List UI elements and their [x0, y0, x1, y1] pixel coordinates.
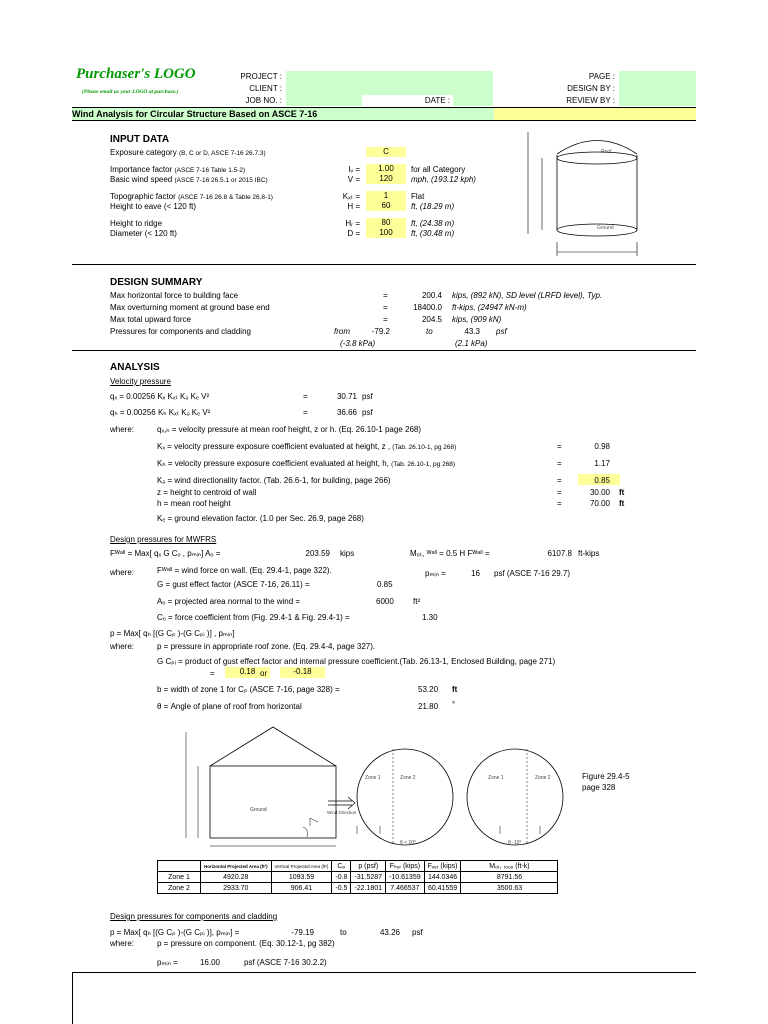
client-label: CLIENT :: [249, 84, 282, 93]
exposure-input[interactable]: C: [366, 147, 406, 157]
def-kz-text: Kₓ = velocity pressure exposure coefficient evaluated at height, z ,: [157, 442, 391, 451]
eave-note: (< 120 ft): [163, 202, 197, 211]
summary-row-1-eq: =: [383, 303, 388, 312]
importance-note: (ASCE 7-16 Table 1.5-2): [174, 167, 246, 174]
pmin-label: pₘᵢₙ =: [425, 569, 446, 578]
cc-where: where:: [110, 939, 135, 948]
diam-unit: ft, (30.48 m): [411, 229, 455, 238]
col-header: p (psf): [351, 861, 386, 872]
diam-label: Diameter: [110, 229, 143, 238]
def-kh-note: (Tab. 26.10-1, pg 268): [391, 461, 456, 468]
topo-input[interactable]: 1: [366, 191, 406, 201]
wind-symbol: V =: [347, 175, 360, 184]
topo-label: Topographic factor: [110, 192, 176, 201]
fig-left-zone1: Zone 1: [365, 775, 381, 781]
col-header: Fₕₒᵣ (kips): [386, 861, 425, 872]
wind-unit: mph, (193.12 kph): [411, 175, 476, 184]
summary-row-0-eq: =: [383, 291, 388, 300]
b-unit: ft: [452, 685, 458, 694]
af-value: 6000: [376, 597, 394, 606]
fig-ground-label: Ground: [250, 807, 267, 813]
pcc-min-kpa: (-3.8 kPa): [340, 339, 376, 348]
fig-theta-right: θ ·10°: [508, 840, 522, 846]
pcc-label: Pressures for components and cladding: [110, 327, 251, 336]
importance-row: [110, 165, 245, 174]
p-def: p = pressure in appropriate roof zone. (Eq. 29.4-4, page 327).: [157, 642, 376, 651]
col-header: Vertical Projected Area (ft²): [271, 861, 332, 872]
divider-2: [72, 350, 696, 351]
table-row: [158, 872, 558, 883]
fwall-def: Fᵂᵃˡˡ = wind force on wall. (Eq. 29.4-1, page 322).: [157, 566, 332, 575]
summary-row-0-unit: kips, (892 kN), SD level (LRFD level), Typ.: [452, 291, 603, 300]
mot-value: 6107.8: [547, 549, 572, 558]
diam-row: [110, 229, 177, 238]
gcpi-equals: =: [210, 669, 215, 678]
def-h-value: 70.00: [589, 499, 610, 508]
def-kh: [157, 459, 455, 468]
mot-unit: ft-kips: [578, 549, 600, 558]
cc-pmin-unit: psf (ASCE 7-16 30.2.2): [244, 958, 327, 967]
summary-heading: DESIGN SUMMARY: [110, 277, 203, 288]
def-kz-note: (Tab. 26.10-1, pg 268): [392, 444, 457, 451]
def-h-unit: ft: [619, 499, 625, 508]
theta-def: θ = Angle of plane of roof from horizontal: [157, 702, 302, 711]
cc-heading: Design pressures for components and cladding: [110, 912, 278, 921]
logo-note: (Please email us your LOGO at purchase.): [82, 89, 179, 95]
cc-p-max: 43.26: [379, 928, 400, 937]
fig-wind-direction: Wind Direction: [327, 810, 357, 815]
page-label: PAGE :: [588, 72, 615, 81]
p-equation: p = Max[ qₕ [(G Cₚ )-(G Cₚᵢ )] , pₘᵢₙ]: [110, 629, 235, 638]
zone-table-header: [158, 861, 558, 872]
cc-p-equation: p = Max[ qₕ [(G Cₚ )-(G Cₚᵢ )], pₘᵢₙ] =: [110, 928, 240, 937]
tank-ground-label: Ground: [597, 225, 614, 231]
qh-equals: =: [303, 408, 308, 417]
summary-row-0-value: 200.4: [421, 291, 442, 300]
cc-pmin-label: pₘᵢₙ =: [157, 958, 178, 967]
pmin-unit: psf (ASCE 7-16 29.7): [494, 569, 571, 578]
pcc-max-kpa: (2.1 kPa): [455, 339, 488, 348]
fig-left-zone2: Zone 2: [400, 775, 416, 781]
theta-value: 21.80: [418, 702, 439, 711]
importance-input[interactable]: 1.00: [366, 164, 406, 174]
summary-row-2-unit: kips, (909 kN): [452, 315, 502, 324]
cf-value: 1.30: [422, 613, 438, 622]
mwfrs-where-2: where:: [110, 642, 135, 651]
qz-equation: qₓ = 0.00256 Kₓ Kₓₜ Kₔ Kₑ V²: [110, 392, 210, 401]
analysis-heading: ANALYSIS: [110, 362, 160, 373]
mot-equation: Mₒₜ, ᵂᵃˡˡ = 0.5 H Fᵂᵃˡˡ =: [410, 549, 490, 558]
fwall-unit: kips: [340, 549, 355, 558]
cell: 1093.59: [271, 872, 332, 883]
col-header: [158, 861, 201, 872]
figure-caption-1: Figure 29.4-5: [582, 772, 630, 781]
col-header: Fᵥₑᵣ (kips): [424, 861, 461, 872]
col-header: Horizontal Projected Area (ft²): [201, 861, 272, 872]
gcpi-def: G Cₚᵢ = product of gust effect factor and internal pressure coefficient.(Tab. 26.13-1, Enclosed Building, page 271): [157, 657, 556, 666]
pcc-to: to: [426, 327, 433, 336]
cell: 7.466537: [386, 883, 425, 894]
gcpi-input-b[interactable]: -0.18: [280, 667, 325, 678]
project-label: PROJECT :: [240, 72, 282, 81]
def-kd-value: 0.85: [594, 476, 610, 485]
cell: -22.1801: [351, 883, 386, 894]
cell: 3500.63: [461, 883, 558, 894]
cf-def: Cₒ = force coefficient from (Fig. 29.4-1 & Fig. 29.4-1) =: [157, 613, 350, 622]
qh-equation: qₕ = 0.00256 Kₕ Kₓₜ Kₔ Kₑ V²: [110, 408, 211, 417]
col-header: Cₚ: [332, 861, 351, 872]
qz-value: 30.71: [336, 392, 357, 401]
pcc-max: 43.3: [464, 327, 480, 336]
summary-row-1-label: Max overturning moment at ground base end: [110, 303, 270, 312]
fig-right-zone2: Zone 2: [535, 775, 551, 781]
job-no-field[interactable]: [286, 95, 362, 106]
input-heading: INPUT DATA: [110, 134, 170, 145]
pcc-unit: psf: [496, 327, 507, 336]
ridge-label: Height to ridge: [110, 219, 163, 228]
cell: -0.5: [332, 883, 351, 894]
eave-symbol: H =: [347, 202, 360, 211]
tank-roof-label: Roof: [601, 149, 612, 155]
cell: -10.61359: [386, 872, 425, 883]
g-def: G = gust effect factor (ASCE 7-16, 26.11) =: [157, 580, 310, 589]
af-unit: ft²: [413, 597, 421, 606]
def-ke-text: Kₑ = ground elevation factor. (1.0 per Sec. 26.9, page 268): [157, 514, 364, 523]
qh-unit: psf: [362, 408, 373, 417]
page-title: Wind Analysis for Circular Structure Based on ASCE 7-16: [72, 108, 361, 120]
summary-row-0-label: Max horizontal force to building face: [110, 291, 239, 300]
left-border: [72, 972, 73, 1024]
exposure-label: Exposure category: [110, 148, 177, 157]
figure-caption-2: page 328: [582, 783, 616, 792]
zone-table: [157, 860, 558, 894]
date-field[interactable]: [453, 95, 493, 106]
b-def: b = width of zone 1 for Cₚ (ASCE 7-16, page 328) =: [157, 685, 340, 694]
cell: -31.5287: [351, 872, 386, 883]
date-label: DATE :: [424, 96, 450, 105]
kd-input[interactable]: [578, 474, 620, 485]
cell: 8791.56: [461, 872, 558, 883]
eave-input[interactable]: 60: [366, 201, 406, 211]
qz-equals: =: [303, 392, 308, 401]
def-kz-equals: =: [557, 442, 562, 451]
eave-row: [110, 202, 196, 211]
col-header: Mₒₜ, ᵣₒₒₒ (ft-k): [461, 861, 558, 872]
diam-symbol: D =: [347, 229, 360, 238]
cell: 906.41: [271, 883, 332, 894]
def-z-value: 30.00: [589, 488, 610, 497]
cc-p-def: p = pressure on component. (Eq. 30.12-1, pg 382): [157, 939, 335, 948]
def-kh-value: 1.17: [594, 459, 610, 468]
title-bar: [72, 107, 696, 121]
cell: Zone 2: [158, 883, 201, 894]
gcpi-or: or: [260, 669, 268, 678]
def-h-text: h = mean roof height: [157, 499, 231, 508]
def-z-text: z = height to centroid of wall: [157, 488, 257, 497]
diam-input[interactable]: 100: [366, 228, 406, 238]
mwfrs-where: where:: [110, 568, 135, 577]
topo-unit: Flat: [411, 192, 425, 201]
figure-29-4-5: [170, 722, 590, 857]
cc-p-min: -79.19: [291, 928, 314, 937]
purchaser-logo: Purchaser's LOGO: [76, 66, 196, 82]
wind-speed-input[interactable]: 120: [366, 174, 406, 184]
topo-note: (ASCE 7-16 26.8 & Table 26.8-1): [178, 194, 273, 201]
def-z-equals: =: [557, 488, 562, 497]
velocity-heading: Velocity pressure: [110, 377, 171, 386]
cc-pmin-value: 16.00: [199, 958, 220, 967]
analysis-where: where:: [110, 425, 135, 434]
topo-symbol: Kₓₜ =: [342, 192, 360, 201]
exposure-row: [110, 148, 266, 157]
pcc-from: from: [334, 327, 350, 336]
exposure-note: (B, C or D, ASCE 7-16 26.7.3): [178, 150, 266, 157]
def-kd-text: Kₔ = wind directionality factor. (Tab. 26.6-1, for building, page 266): [157, 476, 391, 485]
def-kz: [157, 442, 456, 451]
wind-note: (ASCE 7-16 26.5.1 or 2015 IBC): [174, 177, 268, 184]
qh-value: 36.66: [336, 408, 357, 417]
def-kh-text: Kₕ = velocity pressure exposure coefficient evaluated at height, h,: [157, 459, 389, 468]
review-by-label: REVIEW BY :: [566, 96, 615, 105]
af-def: Aₒ = projected area normal to the wind =: [157, 597, 301, 606]
fwall-equation: Fᵂᵃˡˡ = Max[ qₓ G Cₒ , pₘᵢₙ] Aₒ =: [110, 549, 221, 558]
theta-unit: °: [452, 700, 456, 709]
importance-label: Importance factor: [110, 165, 173, 174]
divider-bottom: [72, 972, 696, 973]
importance-unit: for all Category: [411, 165, 466, 174]
eave-unit: ft, (18.29 m): [411, 202, 455, 211]
ridge-input[interactable]: 80: [366, 218, 406, 228]
job-label: JOB NO. :: [245, 96, 282, 105]
summary-row-2-label: Max total upward force: [110, 315, 191, 324]
title-bar-highlight: [494, 108, 696, 120]
gcpi-input-a[interactable]: 0.18: [225, 667, 270, 678]
fig-theta-left: θ < 10°: [400, 840, 417, 846]
ridge-symbol: Hᵣ =: [345, 219, 360, 228]
diam-note: (< 120 ft): [144, 229, 177, 238]
topo-row: [110, 192, 273, 201]
def-kd-equals: =: [557, 476, 562, 485]
cell: 144.0346: [424, 872, 461, 883]
eave-label: Height to eave: [110, 202, 162, 211]
pcc-min: -79.2: [371, 327, 390, 336]
def-kz-value: 0.98: [594, 442, 610, 451]
summary-row-2-eq: =: [383, 315, 388, 324]
summary-row-1-value: 18400.0: [413, 303, 442, 312]
def-z-unit: ft: [619, 488, 625, 497]
cell: 2933.70: [201, 883, 272, 894]
cell: 4920.28: [201, 872, 272, 883]
pmin-value: 16: [471, 569, 480, 578]
wind-row: [110, 175, 268, 184]
cell: -0.8: [332, 872, 351, 883]
mwfrs-heading: Design pressures for MWFRS: [110, 535, 217, 544]
summary-row-1-unit: ft-kips, (24947 kN-m): [452, 303, 527, 312]
page-design-review-field[interactable]: [619, 71, 696, 106]
cell: Zone 1: [158, 872, 201, 883]
g-value: 0.85: [377, 580, 393, 589]
qz-unit: psf: [362, 392, 373, 401]
ridge-unit: ft, (24.38 m): [411, 219, 455, 228]
fig-right-zone1: Zone 1: [488, 775, 504, 781]
summary-row-2-value: 204.5: [421, 315, 442, 324]
tank-diagram: [512, 122, 692, 262]
def-qzh: qₓ,ₕ = velocity pressure at mean roof height, z or h. (Eq. 26.10-1 page 268): [157, 425, 422, 434]
title-bar-fill: [361, 108, 494, 120]
def-kh-equals: =: [557, 459, 562, 468]
divider-1: [72, 264, 696, 265]
wind-label: Basic wind speed: [110, 175, 173, 184]
fwall-value: 203.59: [305, 549, 330, 558]
project-client-field[interactable]: [286, 71, 493, 95]
cc-p-unit: psf: [412, 928, 423, 937]
design-by-label: DESIGN BY :: [567, 84, 615, 93]
def-h-equals: =: [557, 499, 562, 508]
cell: 60.41559: [424, 883, 461, 894]
b-value: 53.20: [418, 685, 439, 694]
importance-symbol: Iᵥ =: [348, 165, 360, 174]
table-row: [158, 883, 558, 894]
cc-p-to: to: [340, 928, 347, 937]
